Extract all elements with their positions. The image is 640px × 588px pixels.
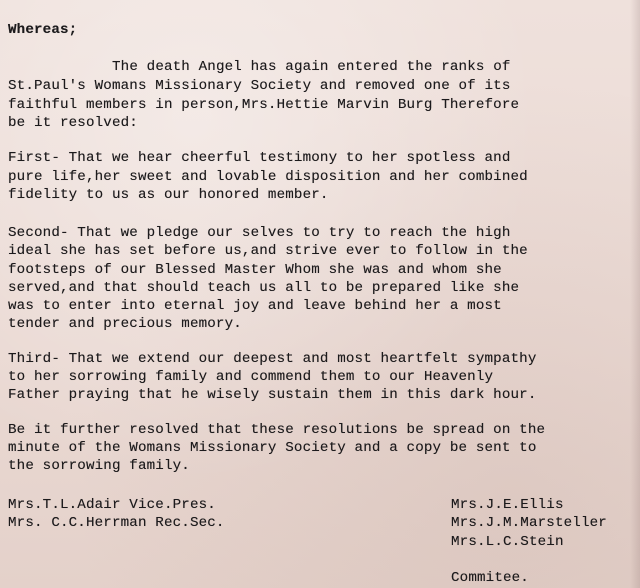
signature-committee-member-1: Mrs.J.E.Ellis: [451, 497, 564, 513]
further-resolution-line-3: the sorrowing family.: [8, 458, 190, 474]
signature-recording-secretary: Mrs. C.C.Herrman Rec.Sec.: [8, 515, 225, 531]
intro-line-4: be it resolved:: [8, 115, 138, 131]
first-resolution-line-2: pure life,her sweet and lovable disposition and her combined: [8, 169, 528, 185]
signature-committee-member-3: Mrs.L.C.Stein: [451, 534, 564, 550]
paper-fold-shadow: [630, 0, 640, 588]
second-resolution-line-6: tender and precious memory.: [8, 316, 242, 332]
signature-vice-president: Mrs.T.L.Adair Vice.Pres.: [8, 497, 216, 513]
document-heading: Whereas;: [8, 22, 78, 38]
signature-committee-member-2: Mrs.J.M.Marsteller: [451, 515, 607, 531]
further-resolution-line-2: minute of the Womans Missionary Society and a copy be sent to: [8, 440, 537, 456]
second-resolution-line-3: footsteps of our Blessed Master Whom she was and whom she: [8, 262, 502, 278]
intro-line-1: The death Angel has again entered the ranks of: [112, 59, 511, 75]
first-resolution-line-1: First- That we hear cheerful testimony to her spotless and: [8, 150, 511, 166]
second-resolution-line-5: was to enter into eternal joy and leave behind her a most: [8, 298, 502, 314]
further-resolution-line-1: Be it further resolved that these resolutions be spread on the: [8, 422, 546, 438]
intro-line-2: St.Paul's Womans Missionary Society and removed one of its: [8, 78, 511, 94]
second-resolution-line-2: ideal she has set before us,and strive ever to follow in the: [8, 243, 528, 259]
committee-label: Commitee.: [451, 570, 529, 586]
first-resolution-line-3: fidelity to us as our honored member.: [8, 187, 329, 203]
third-resolution-line-3: Father praying that he wisely sustain them in this dark hour.: [8, 387, 537, 403]
second-resolution-line-1: Second- That we pledge our selves to try to reach the high: [8, 225, 511, 241]
intro-line-3: faithful members in person,Mrs.Hettie Marvin Burg Therefore: [8, 97, 520, 113]
third-resolution-line-2: to her sorrowing family and commend them to our Heavenly: [8, 369, 494, 385]
second-resolution-line-4: served,and that should teach us all to be prepared like she: [8, 280, 520, 296]
third-resolution-line-1: Third- That we extend our deepest and most heartfelt sympathy: [8, 351, 537, 367]
